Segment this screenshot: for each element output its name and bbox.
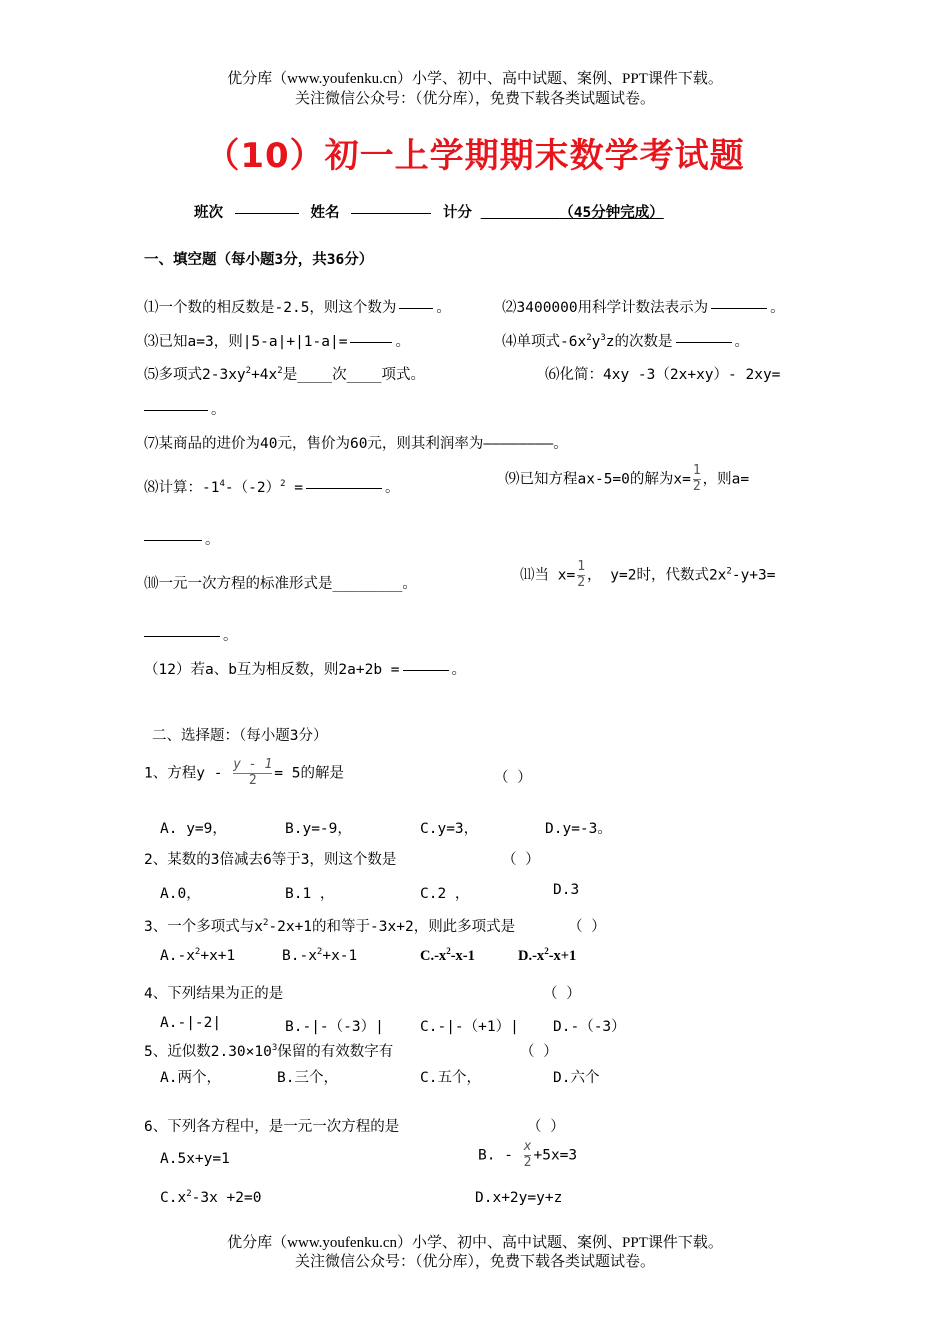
s2-q3-paren: （ ） [568, 919, 606, 935]
footer-line-2: 关注微信公众号：（优分库），免费下载各类试题试卷。 [294, 1254, 655, 1270]
s1-q6-answer: 。 [144, 398, 226, 419]
s1-q12: （12）若a、b互为相反数，则2a+2b = 。 [144, 662, 467, 678]
s1-q11: ⑾当 x= $\frac{1}{2}$ ， y=2时，代数式$2x^2-y+3=$ [520, 559, 776, 590]
footer-line-1: 优分库（www.youfenku.cn）小学、初中、高中试题、案例、PPT课件下载。 [227, 1235, 723, 1251]
s1-q8: ⑻计算：$-1^4-(-2)^2$ = 。 [144, 479, 400, 496]
header-line-2: 关注微信公众号：（优分库），免费下载各类试题试卷。 [294, 91, 655, 107]
score-label: 计分 [442, 205, 472, 221]
fraction-one-half: $\frac{1}{2}$ [577, 559, 586, 590]
s2-q3-opt-b: $B.-x^2+x-1$ [282, 947, 358, 964]
time-note: （45分钟完成） [559, 205, 664, 221]
s2-q5-opt-a: A.两个， [160, 1070, 221, 1086]
name-label: 姓名 [310, 205, 340, 221]
s2-q5-paren: （ ） [520, 1044, 558, 1060]
s2-q4-opt-b: B.-|-（-3）| [285, 1019, 384, 1035]
s2-q4-paren: （ ） [543, 986, 581, 1002]
page-title: （10）初一上学期期末数学考试题 [205, 136, 745, 176]
s2-q4-opt-a: A.-|-2| [160, 1015, 222, 1031]
s2-q4-opt-c: C.-|-（+1）| [420, 1019, 519, 1035]
s2-q2-opt-b: B.1 ， [285, 886, 335, 902]
s2-q1-opt-c: C.y=3， [420, 821, 479, 837]
s1-q10: ⑽一元一次方程的标准形式是________。 [144, 576, 417, 592]
s2-q6-opt-c: $C.x^2-3x +2=0$ [160, 1189, 262, 1206]
s2-q2-opt-c: C.2 ， [420, 886, 470, 902]
section1-heading: 一、填空题（每小题3分，共36分） [144, 252, 374, 268]
s1-q6: ⑹化简：4xy -3（2x+xy）- 2xy= [545, 367, 781, 383]
s1-q3: ⑶已知a=3，则|5-a|+|1-a|= 。 [144, 334, 410, 350]
header-line-1: 优分库（www.youfenku.cn）小学、初中、高中试题、案例、PPT课件下载。 [227, 71, 723, 87]
fraction-x-over-2: $\frac{x}{2}$ [523, 1139, 532, 1170]
s1-q4: ⑷单项式$-6x^2y^3z$的次数是 。 [502, 333, 750, 350]
s2-q1-opt-b: B.y=-9， [285, 821, 352, 837]
s2-q4-opt-d: D.-（-3） [553, 1019, 626, 1035]
s2-q5-opt-d: D.六个 [553, 1070, 600, 1086]
s1-q7: ⑺某商品的进价为40元，售价为60元，则其利润率为————————。 [144, 436, 568, 452]
s2-q5-opt-c: C.五个， [420, 1070, 481, 1086]
s1-q9-answer: 。 [144, 528, 220, 549]
s2-q3-opt-c: $C.-x^2-x-1$ [420, 946, 475, 964]
class-label: 班次 [194, 205, 223, 221]
fraction-one-half: $\frac{1}{2}$ [692, 463, 701, 494]
s1-q11-answer: 。 [144, 624, 238, 645]
s1-q5: ⑸多项式$2-3xy^2+4x^2$是____次____项式。 [144, 366, 426, 383]
info-line [194, 201, 664, 222]
s2-q6-opt-a: A.5x+y=1 [160, 1151, 230, 1167]
s2-q6-opt-b: B. - $\frac{x}{2}$ +5x=3 [478, 1139, 578, 1170]
s2-q1-opt-a: A. y=9， [160, 821, 227, 837]
s2-q3: 3、一个多项式与$x^2-2x+1$的和等于-3x+2，则此多项式是 [144, 918, 516, 935]
s1-q1: ⑴一个数的相反数是-2.5，则这个数为 。 [144, 300, 451, 316]
s2-q3-opt-d: $D.-x^2-x+1$ [518, 946, 577, 964]
s2-q1: 1、方程y - $\frac{y - 1}{2}$ = 5的解是 [144, 757, 344, 788]
class-blank [235, 212, 299, 214]
name-blank [351, 212, 431, 214]
s2-q6-opt-d: D.x+2y=y+z [475, 1190, 563, 1206]
s2-q6: 6、下列各方程中，是一元一次方程的是 [144, 1119, 400, 1135]
s2-q5-opt-b: B.三个， [277, 1070, 338, 1086]
s1-q2: ⑵3400000用科学计数法表示为 。 [502, 300, 785, 316]
s2-q2-paren: （ ） [502, 852, 540, 868]
fraction-y-minus-1-over-2: $\frac{y - 1}{2}$ [233, 757, 273, 788]
s2-q4: 4、下列结果为正的是 [144, 986, 284, 1002]
section2-heading: 二、选择题：（每小题3分） [152, 728, 328, 744]
s2-q3-opt-a: $A.-x^2+x+1$ [160, 947, 236, 964]
s2-q2: 2、某数的3倍减去6等于3，则这个数是 [144, 852, 397, 868]
s2-q6-paren: （ ） [527, 1119, 565, 1135]
s2-q2-opt-a: A.0， [160, 886, 201, 902]
s2-q2-opt-d: D.3 [553, 882, 580, 898]
s2-q1-paren: （ ） [494, 770, 532, 786]
s2-q1-opt-d: D.y=-3。 [545, 821, 612, 837]
s2-q5: 5、近似数$2.30\times 10^3$保留的有效数字有 [144, 1043, 394, 1060]
s1-q9: ⑼已知方程ax-5=0的解为x= $\frac{1}{2}$ ，则a= [505, 463, 750, 494]
